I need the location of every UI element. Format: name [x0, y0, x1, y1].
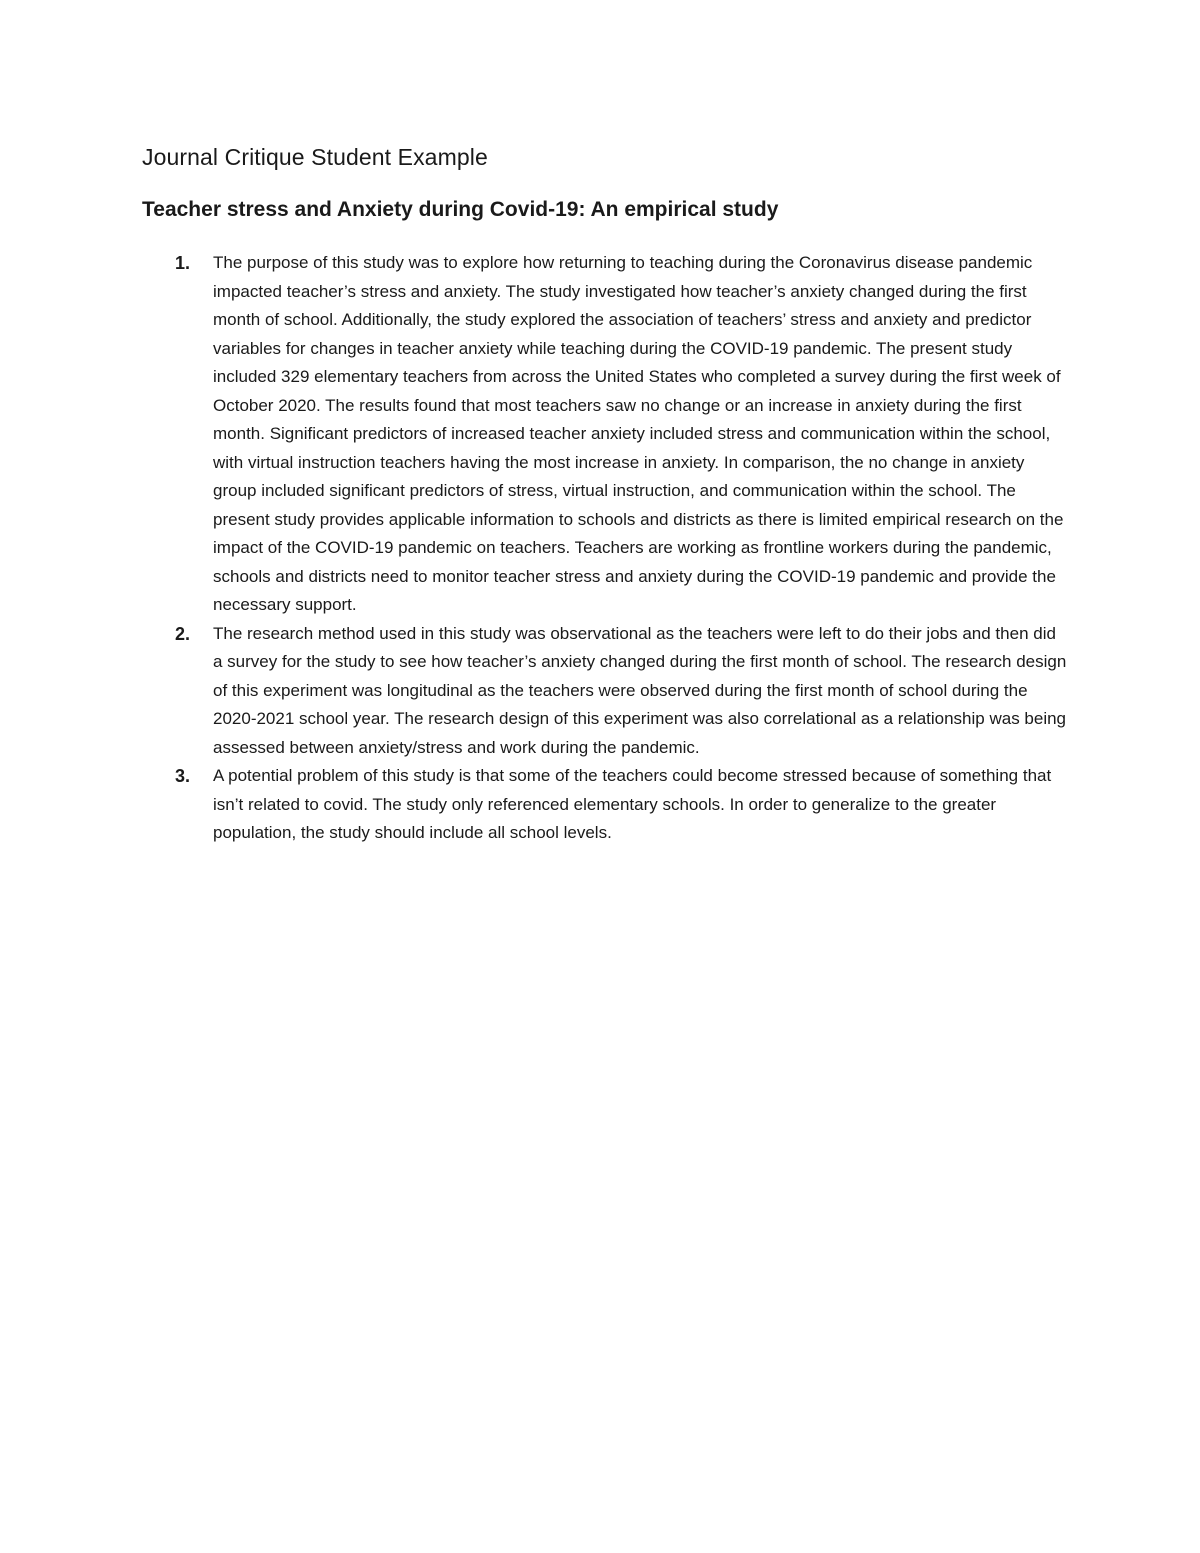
- list-item-number: 3.: [175, 766, 191, 786]
- list-item-text: The purpose of this study was to explore how returning to teaching during the Coronavirus disease pandemic impacted teacher’s stress and anxiety. The study investigated how teacher’s anxiety changed during the first month of school. Additionally, the study explored the association of teachers’ stress and anxiety and predictor variables for changes in teacher anxiety while teaching during the COVID-19 pandemic. The present study included 329 elementary teachers from across the United States who completed a survey during the first week of October 2020. The results found that most teachers saw no change or an increase in anxiety during the first month. Significant predictors of increased teacher anxiety included stress and communication within the school, with virtual instruction teachers having the most increase in anxiety. In comparison, the no change in anxiety group included significant predictors of stress, virtual instruction, and communication within the school. The present study provides applicable information to schools and districts as there is limited empirical research on the impact of the COVID-19 pandemic on teachers. Teachers are working as frontline workers during the pandemic, schools and districts need to monitor teacher stress and anxiety during the COVID-19 pandemic and provide the necessary support.: [213, 253, 1064, 614]
- critique-list: [142, 249, 1067, 848]
- list-item-number: 1.: [175, 253, 191, 273]
- document-title: Journal Critique Student Example: [142, 144, 488, 170]
- list-item: [142, 762, 1067, 848]
- list-item-text: A potential problem of this study is that some of the teachers could become stressed because of something that isn’t related to covid. The study only referenced elementary schools. In order to generalize to the greater population, the study should include all school levels.: [213, 766, 1052, 842]
- list-item-number: 2.: [175, 623, 191, 644]
- list-item: [142, 620, 1067, 763]
- list-item-text: The research method used in this study was observational as the teachers were left to do their jobs and then did a survey for the study to see how teacher’s anxiety changed during the first month of school. The research design of this experiment was longitudinal as the teachers were observed during the first month of school during the 2020-2021 school year. The research design of this experiment was also correlational as a relationship was being assessed between anxiety/stress and work during the pandemic.: [213, 623, 1067, 757]
- list-item: [142, 249, 1067, 620]
- article-heading: Teacher stress and Anxiety during Covid-19: An empirical study: [142, 198, 779, 221]
